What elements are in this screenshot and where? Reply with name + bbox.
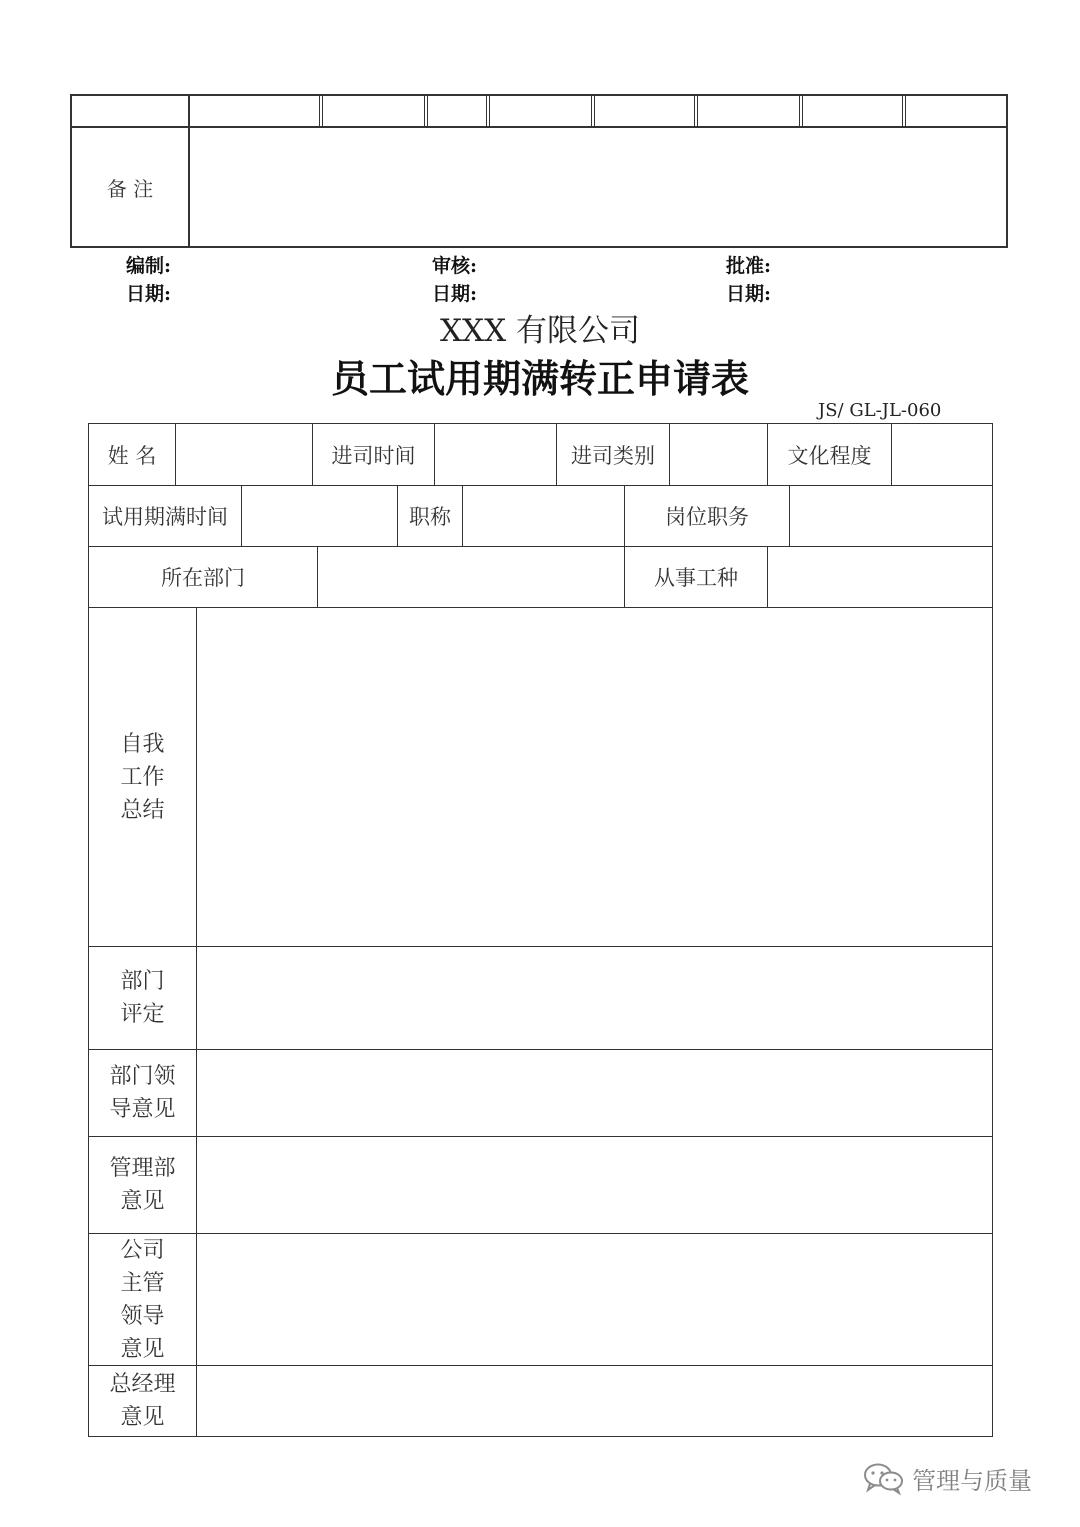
mgmt-dept-opinion-field[interactable] [197, 1137, 992, 1233]
position-field[interactable] [790, 486, 992, 546]
job-type-label: 从事工种 [654, 566, 738, 590]
watermark-account: 管理与质量 [912, 1466, 1032, 1495]
page-title: 员工试用期满转正申请表 [330, 356, 749, 401]
position-label: 岗位职务 [665, 505, 749, 529]
probation-end-label: 试用期满时间 [102, 505, 228, 529]
join-type-label: 进司类别 [571, 443, 655, 468]
department-label: 所在部门 [161, 566, 245, 590]
dept-leader-opinion-label: 部门领 导意见 [109, 1064, 176, 1122]
join-date-label: 进司时间 [331, 443, 416, 468]
prepared-date-label: 日期: [126, 283, 172, 305]
education-label: 文化程度 [787, 443, 872, 468]
name-field[interactable] [176, 424, 312, 485]
job-type-field[interactable] [768, 547, 992, 607]
department-field[interactable] [318, 547, 624, 607]
remarks-field[interactable] [190, 128, 1006, 246]
company-leader-opinion-label: 公司 主管 领导 意见 [120, 1237, 165, 1362]
title-label: 职称 [409, 505, 451, 529]
education-field[interactable] [892, 424, 992, 485]
title-field[interactable] [463, 486, 624, 546]
form-code: JS/ GL-JL-060 [818, 400, 942, 421]
approved-label: 批准: [726, 255, 772, 277]
dept-leader-opinion-field[interactable] [197, 1050, 992, 1136]
company-leader-opinion-field[interactable] [197, 1234, 992, 1365]
wechat-watermark [862, 1458, 1032, 1498]
join-type-field[interactable] [670, 424, 767, 485]
gm-opinion-field[interactable] [197, 1366, 992, 1436]
mgmt-dept-opinion-label: 管理部 意见 [109, 1156, 176, 1214]
name-label: 姓 名 [107, 443, 157, 468]
dept-evaluation-field[interactable] [197, 947, 992, 1049]
prepared-label: 编制: [126, 255, 172, 277]
remarks-label: 备 注 [106, 176, 154, 201]
approved-date-label: 日期: [726, 283, 772, 305]
probation-end-field[interactable] [242, 486, 397, 546]
self-summary-field[interactable] [197, 608, 992, 946]
wechat-icon [862, 1461, 906, 1495]
company-name: XXX 有限公司 [439, 313, 641, 349]
join-date-field[interactable] [435, 424, 556, 485]
reviewed-date-label: 日期: [432, 283, 478, 305]
self-summary-label: 自我 工作 总结 [120, 731, 165, 823]
gm-opinion-label: 总经理 意见 [109, 1372, 176, 1430]
dept-evaluation-label: 部门 评定 [120, 969, 165, 1027]
reviewed-label: 审核: [432, 255, 478, 277]
